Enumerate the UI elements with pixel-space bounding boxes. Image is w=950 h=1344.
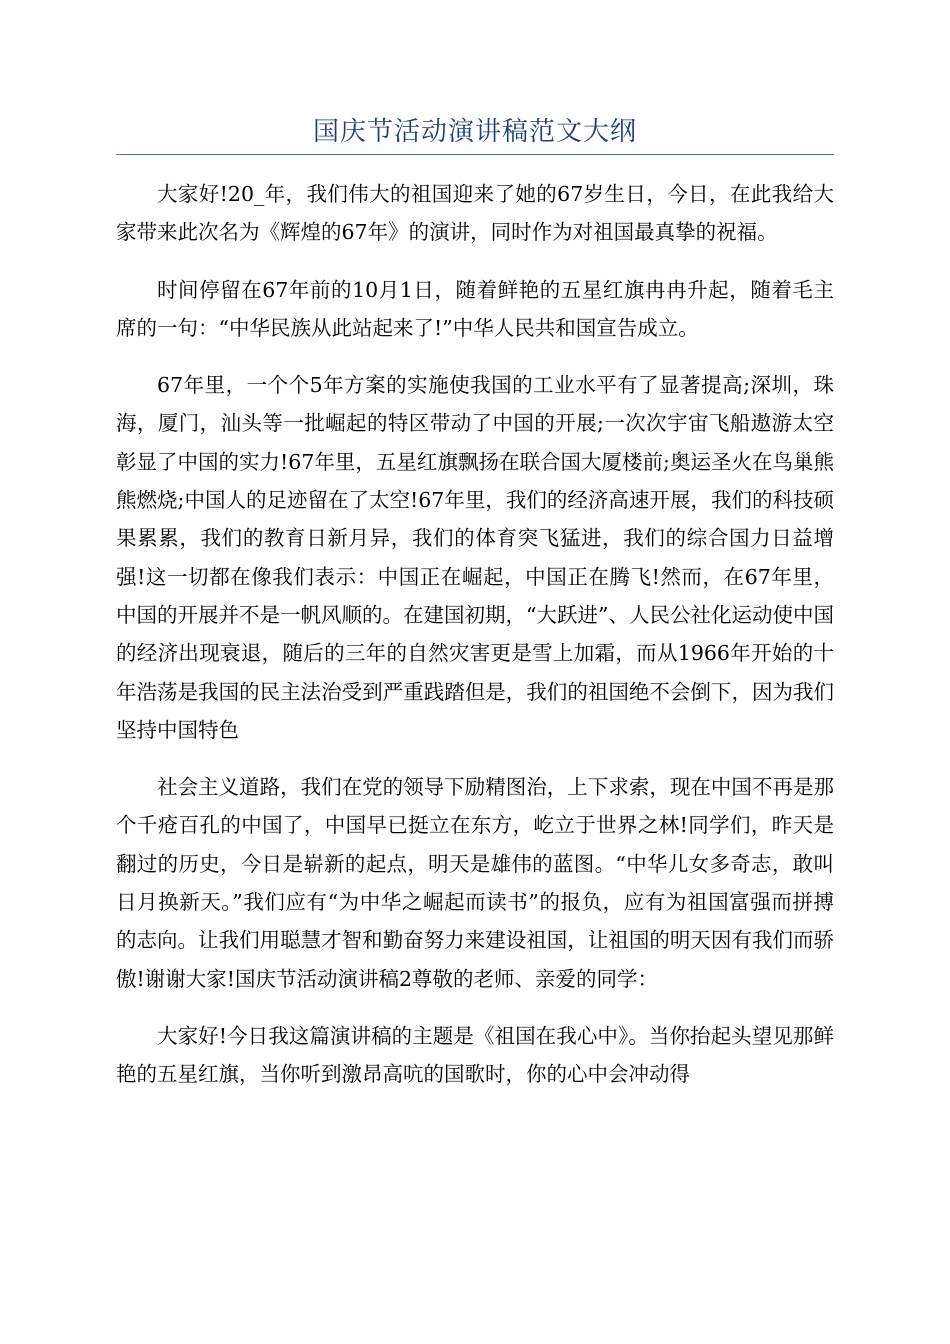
title-underline <box>116 154 834 155</box>
document-body <box>116 175 834 1113</box>
paragraph-1: 大家好!20_年，我们伟大的祖国迎来了她的67岁生日，今日，在此我给大家带来此次名为《辉煌的67年》的演讲，同时作为对祖国最真挚的祝福。 <box>116 182 834 245</box>
document-title: 国庆节活动演讲稿范文大纲 <box>312 117 637 147</box>
paragraph-2: 时间停留在67年前的10月1日，随着鲜艳的五星红旗冉冉升起，随着毛主席的一句：“中华民族从此站起来了!”中华人民共和国宣告成立。 <box>116 277 834 340</box>
paragraph-4: 社会主义道路，我们在党的领导下励精图治，上下求索，现在中国不再是那个千疮百孔的中国了，中国早已挺立在东方，屹立于世界之林!同学们，昨天是翻过的历史，今日是崭新的起点，明天是雄伟的蓝图。“中华儿女多奇志，敢叫日月换新天。”我们应有“为中华之崛起而读书”的报负，应有为祖国富强而拼搏的志向。让我们用聪慧才智和勤奋努力来建设祖国，让祖国的明天因有我们而骄傲!谢谢大家!国庆节活动演讲稿2尊敬的老师、亲爱的同学： <box>116 775 834 991</box>
paragraph-3: 67年里，一个个5年方案的实施使我国的工业水平有了显著提高;深圳，珠海，厦门，汕头等一批崛起的特区带动了中国的开展;一次次宇宙飞船遨游太空彰显了中国的实力!67年里，五星红旗飘扬在联合国大厦楼前;奥运圣火在鸟巢熊熊燃烧;中国人的足迹留在了太空!67年里，我们的经济高速开展，我们的科技硕果累累，我们的教育日新月异，我们的体育突飞猛进，我们的综合国力日益增强!这一切都在像我们表示：中国正在崛起，中国正在腾飞!然而，在67年里，中国的开展并不是一帆风顺的。在建国初期，“大跃进”、人民公社化运动使中国的经济出现衰退，随后的三年的自然灾害更是雪上加霜，而从1966年开始的十年浩荡是我国的民主法治受到严重践踏但是，我们的祖国绝不会倒下，因为我们坚持中国特色 <box>116 373 834 742</box>
paragraph-5: 大家好!今日我这篇演讲稿的主题是《祖国在我心中》。当你抬起头望见那鲜艳的五星红旗，当你听到激昂高吭的国歌时，你的心中会冲动得 <box>116 1023 834 1087</box>
